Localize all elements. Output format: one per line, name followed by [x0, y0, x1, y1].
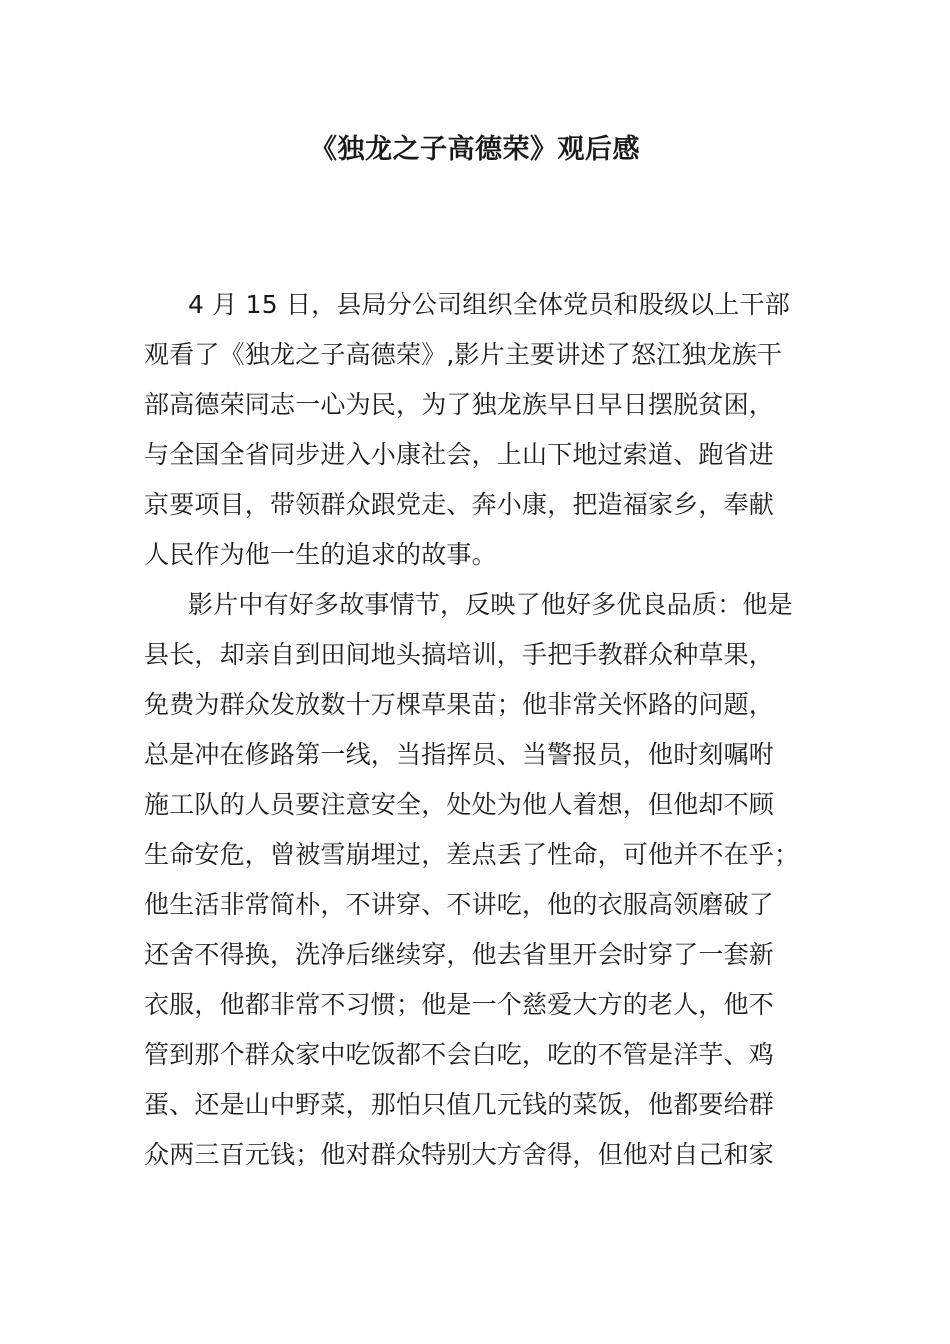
- paragraph-line: 与全国全省同步进入小康社会，上山下地过索道、跑省进: [144, 440, 775, 469]
- paragraph-line: 京要项目，带领群众跟党走、奔小康，把造福家乡，奉献: [144, 490, 775, 519]
- paragraph-line: 总是冲在修路第一线，当指挥员、当警报员，他时刻嘱咐: [144, 740, 775, 769]
- paragraph-line: 管到那个群众家中吃饭都不会白吃，吃的不管是洋芋、鸡: [144, 1040, 775, 1069]
- paragraph-line: 免费为群众发放数十万棵草果苗；他非常关怀路的问题，: [144, 690, 775, 719]
- document-title: 《独龙之子高德荣》观后感: [310, 134, 640, 165]
- paragraph-line: 他生活非常简朴，不讲穿、不讲吃，他的衣服高领磨破了: [144, 890, 775, 919]
- paragraph-line: 影片中有好多故事情节，反映了他好多优良品质：他是: [188, 590, 793, 619]
- paragraph-line: 生命安危，曾被雪崩埋过，差点丢了性命，可他并不在乎；: [144, 840, 800, 869]
- paragraph-line: 施工队的人员要注意安全，处处为他人着想，但他却不顾: [144, 790, 775, 819]
- paragraph-line: 众两三百元钱；他对群众特别大方舍得，但他对自己和家: [144, 1140, 775, 1169]
- paragraph-line: 衣服，他都非常不习惯；他是一个慈爱大方的老人，他不: [144, 990, 775, 1019]
- document-body: [144, 280, 824, 1180]
- paragraph-line: 观看了《独龙之子高德荣》,影片主要讲述了怒江独龙族干: [144, 340, 783, 369]
- paragraph-line: 县长，却亲自到田间地头搞培训，手把手教群众种草果，: [144, 640, 775, 669]
- paragraph-line: 部高德荣同志一心为民，为了独龙族早日早日摆脱贫困，: [144, 390, 775, 419]
- paragraph-line: 人民作为他一生的追求的故事。: [144, 540, 497, 569]
- paragraph-line: 蛋、还是山中野菜，那怕只值几元钱的菜饭，他都要给群: [144, 1090, 775, 1119]
- paragraph-line: 4 月 15 日，县局分公司组织全体党员和股级以上干部: [188, 290, 790, 319]
- paragraph-line: 还舍不得换，洗净后继续穿，他去省里开会时穿了一套新: [144, 940, 775, 969]
